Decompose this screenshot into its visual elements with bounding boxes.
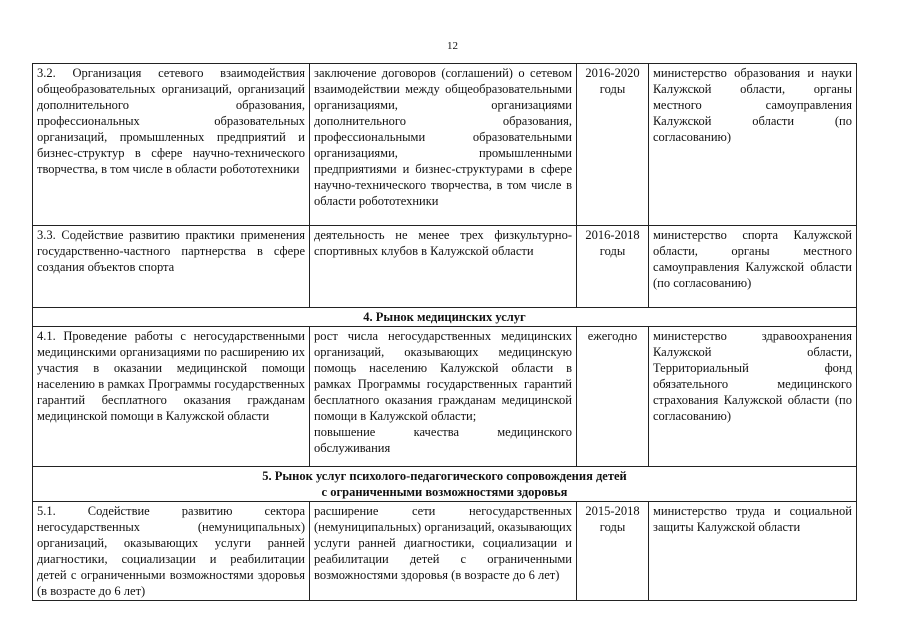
responsible-cell: министерство спорта Калужской области, органы местного самоуправления Калужской области (по согласованию) [649,226,857,308]
table-row [33,502,857,601]
period-cell: 2016-2018 годы [577,226,649,308]
result-cell [310,327,577,467]
page-number: 12 [447,40,458,52]
measures-table [32,63,857,601]
table-row [33,226,857,308]
result-item: рост числа негосударственных медицинских организаций, оказывающих медицинскую помощь населению Калужской области в рамках Программы государственных гарантий бесплатного оказания гражданам медицинской помощи в Калужской области; [314,329,572,423]
section-heading-line: 5. Рынок услуг психолого-педагогического сопровождения детей [262,469,627,483]
table-row [33,327,857,467]
responsible-cell: министерство труда и социальной защиты Калужской области [649,502,857,601]
period-cell: ежегодно [577,327,649,467]
section-heading [33,467,857,502]
period-cell: 2015-2018 годы [577,502,649,601]
section-heading: 4. Рынок медицинских услуг [33,308,857,327]
result-cell: заключение договоров (соглашений) о сетевом взаимодействии между общеобразовательными организациями, организациями дополнительного образования, профессиональными образовательными организациями, промышленными предприятиями и бизнес-структурами в сфере научно-технического творчества, в том числе в области робототехники [310,64,577,226]
section-heading-line: с ограниченными возможностями здоровья [321,485,568,499]
measure-cell: 5.1. Содействие развитию сектора негосударственных (немуниципальных) организаций, оказывающих услуги ранней диагностики, социализации и реабилитации детей с ограниченными возможностями здоровья (в возрасте до 6 лет) [33,502,310,601]
section-row [33,308,857,327]
responsible-cell: министерство образования и науки Калужской области, органы местного самоуправления Калужской области (по согласованию) [649,64,857,226]
section-row [33,467,857,502]
measure-cell: 3.2. Организация сетевого взаимодействия общеобразовательных организаций, организаций дополнительного образования, профессиональных образовательных организаций, промышленных предприятий и бизнес-структур в сфере научно-технического творчества, в том числе в области робототехники [33,64,310,226]
result-cell: расширение сети негосударственных (немуниципальных) организаций, оказывающих услуги ранней диагностики, социализации и реабилитации детей с ограниченными возможностями здоровья (в возрасте до 6 лет) [310,502,577,601]
result-cell: деятельность не менее трех физкультурно-спортивных клубов в Калужской области [310,226,577,308]
measure-cell: 4.1. Проведение работы с негосударственными медицинскими организациями по расширению их участия в оказании медицинской помощи населению в рамках Программы государственных гарантий бесплатного оказания гражданам медицинской помощи в Калужской области [33,327,310,467]
result-item: повышение качества медицинского обслуживания [314,425,572,455]
table-row [33,64,857,226]
period-cell: 2016-2020 годы [577,64,649,226]
responsible-cell: министерство здравоохранения Калужской области, Территориальный фонд обязательного медицинского страхования Калужской области (по согласованию) [649,327,857,467]
measure-cell: 3.3. Содействие развитию практики применения государственно-частного партнерства в сфере создания объектов спорта [33,226,310,308]
